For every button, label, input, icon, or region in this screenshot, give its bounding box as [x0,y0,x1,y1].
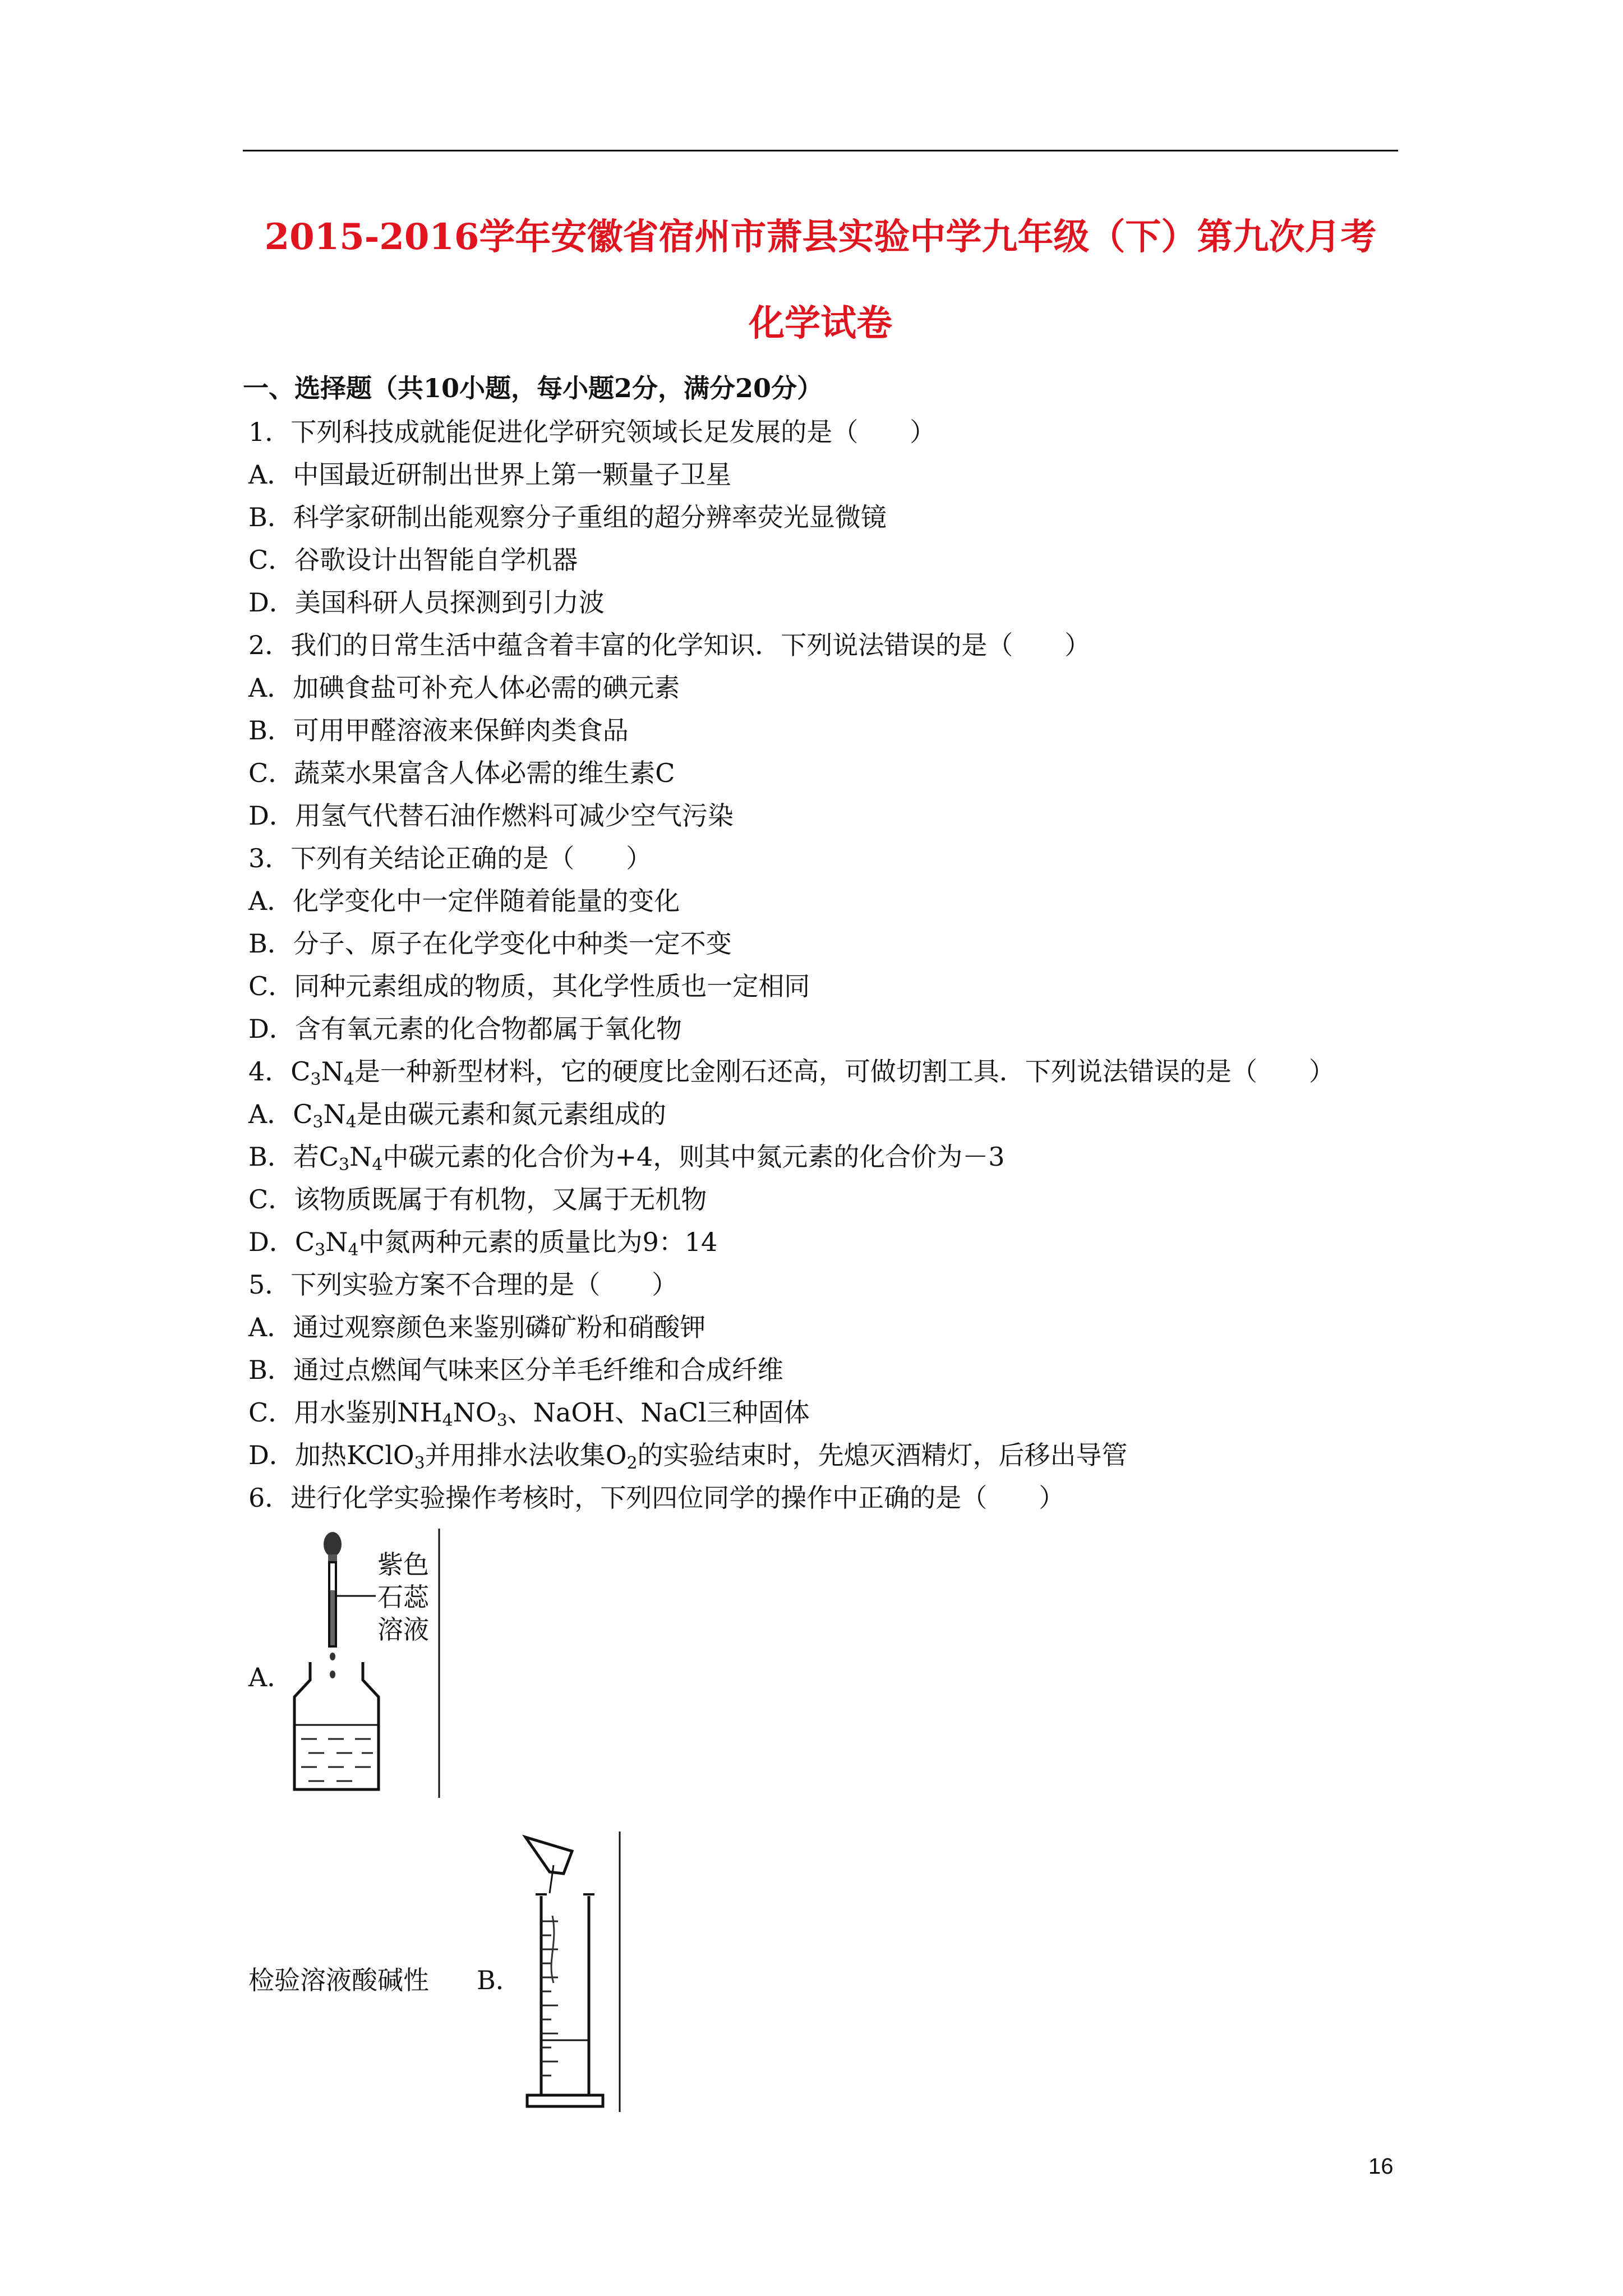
q5-option-b: B．通过点燃闻气味来区分羊毛纤维和合成纤维 [248,1355,783,1385]
q6-option-a-figure-label: 紫色 石蕊 溶液 [377,1550,429,1644]
q4-option-c: C．该物质既属于有机物，又属于无机物 [248,1184,707,1214]
q5-stem: 5．下列实验方案不合理的是（ ） [248,1269,678,1300]
q2-option-b: B．可用甲醛溶液来保鲜肉类食品 [248,715,629,746]
page-number: 16 [1368,2154,1394,2179]
q3-option-c: C．同种元素组成的物质，其化学性质也一定相同 [248,971,810,1001]
q1-option-d: D．美国科研人员探测到引力波 [248,587,605,618]
q2-option-d: D．用氢气代替石油作燃料可减少空气污染 [248,800,734,831]
q4-option-b: B．若$C_3N_4$中碳元素的化合价为+4，则其中氮元素的化合价为－3 [248,1142,1005,1175]
q6-option-b-figure [519,1832,625,2112]
q2-stem: 2．我们的日常生活中蕴含着丰富的化学知识．下列说法错误的是（ ） [248,630,1091,660]
q6-stem: 6．进行化学实验操作考核时，下列四位同学的操作中正确的是（ ） [248,1483,1065,1513]
q5-option-d: D．加热KClO$_3$并用排水法收集$O_2$的实验结束时，先熄灭酒精灯，后移出导管 [248,1440,1128,1473]
q6-option-a-caption: 检验溶液酸碱性 [248,1965,429,1995]
q4-option-a: A．$C_3N_4$是由碳元素和氮元素组成的 [248,1099,666,1132]
q2-option-a: A．加碘食盐可补充人体必需的碘元素 [248,673,680,703]
q3-option-d: D．含有氧元素的化合物都属于氧化物 [248,1014,682,1044]
q1-option-a: A．中国最近研制出世界上第一颗量子卫星 [248,459,732,490]
q3-option-b: B．分子、原子在化学变化中种类一定不变 [248,928,732,959]
header-rule [243,150,1398,151]
exam-title: 2015-2016学年安徽省宿州市萧县实验中学九年级（下）第九次月考 [264,216,1377,258]
q3-option-a: A．化学变化中一定伴随着能量的变化 [248,886,680,916]
q5-option-c: C．用水鉴别$NH_4NO_3$、NaOH、NaCl三种固体 [248,1397,810,1430]
q2-option-c: C．蔬菜水果富含人体必需的维生素C [248,758,675,788]
q1-option-b: B．科学家研制出能观察分子重组的超分辨率荧光显微镜 [248,502,887,532]
q1-option-c: C．谷歌设计出智能自学机器 [248,545,578,575]
q4-option-d: D．$C_3N_4$中氮两种元素的质量比为9：14 [248,1227,718,1260]
q1-stem: 1．下列科技成就能促进化学研究领域长足发展的是（ ） [248,417,936,447]
q3-stem: 3．下列有关结论正确的是（ ） [248,843,652,873]
exam-subtitle: 化学试卷 [749,302,892,344]
q4-stem: 4．$C_3N_4$是一种新型材料，它的硬度比金刚石还高，可做切割工具．下列说法错误的是（ ） [248,1056,1335,1089]
q6-option-b-label: B． [477,1965,522,1995]
q5-option-a: A．通过观察颜色来鉴别磷矿粉和硝酸钾 [248,1312,706,1342]
section-heading: 一、选择题（共10小题，每小题2分，满分20分） [243,373,823,403]
q6-option-a-label: A． [248,1662,293,1692]
